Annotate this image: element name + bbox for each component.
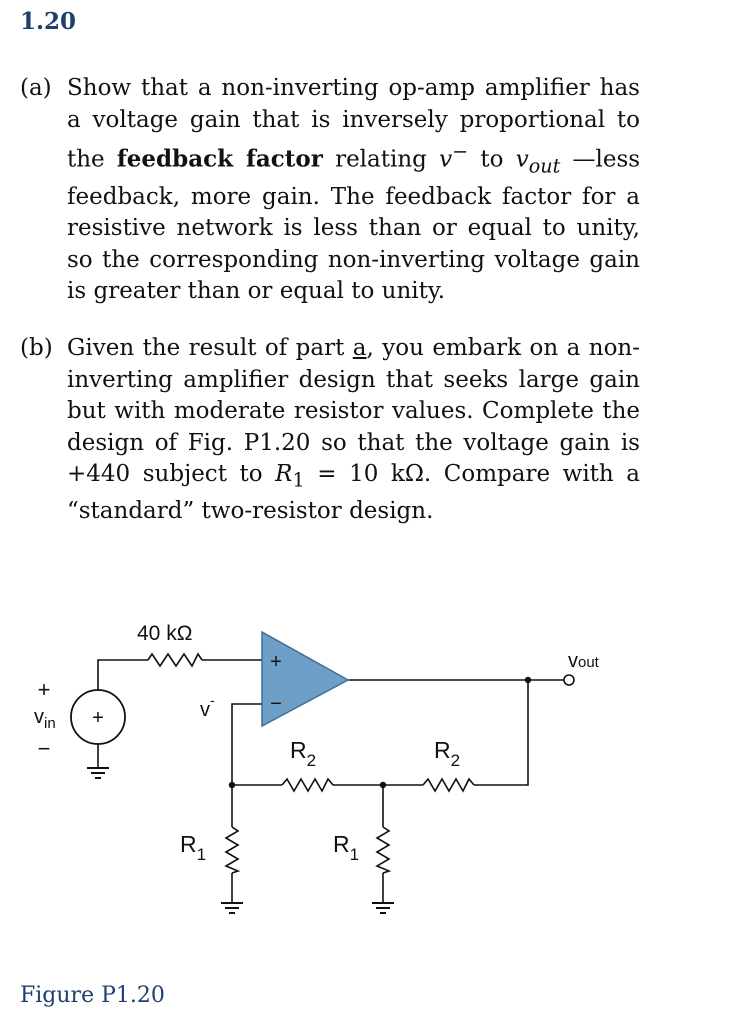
- r2-right-label: $R_2$: [434, 737, 461, 770]
- junction-dot: [380, 782, 386, 788]
- op-amp-plus-input: +: [270, 651, 282, 673]
- resistor-r2-left: [282, 779, 333, 791]
- resistor-40k: [148, 654, 202, 666]
- ground-symbol: [87, 768, 109, 778]
- ground-symbol: [221, 903, 243, 913]
- resistor-r1-right: [377, 827, 389, 873]
- output-terminal: [564, 675, 574, 685]
- vout-label: vout: [568, 650, 599, 672]
- resistor-40k-label: 40 kΩ: [137, 622, 193, 645]
- part-b-label: (b): [20, 335, 53, 361]
- part-a: [20, 73, 640, 308]
- part-b-text: Given the result of part a, you embark on a non-inverting amplifier design that seeks large gain but with moderate resistor values. Complete the design of Fig. P1.20 so that the voltage gain is +440 subject to $R_1 = 10$ kΩ. Compare with a “standard” two-resistor design.: [67, 335, 641, 525]
- part-b: [20, 333, 640, 528]
- r2-left-label: $R_2$: [290, 737, 317, 770]
- figure-caption: Figure P1.20: [20, 983, 165, 1008]
- vin-plus: +: [37, 677, 51, 702]
- junction-dot: [525, 677, 531, 683]
- part-reference: a: [352, 335, 367, 361]
- op-amp-minus-input: −: [270, 693, 282, 715]
- r1-right-label: $R_1$: [333, 831, 360, 864]
- v-minus-label: v-: [200, 692, 215, 721]
- feedback-factor-term: feedback factor: [116, 145, 323, 173]
- resistor-r2-right: [423, 779, 474, 791]
- wire-minus-feedback: [232, 704, 262, 785]
- r1-left-label: $R_1$: [180, 831, 207, 864]
- part-a-label: (a): [20, 75, 52, 101]
- part-a-text: Show that a non-inverting op-amp amplifier has a voltage gain that is inversely proportional to the feedback factor relating v− to $v_{out}$ —less feedback, more gain. The feedback factor for a resistive network is less than or equal to unity, so the corresponding non-inverting voltage gain is greater than or equal to unity.: [67, 75, 641, 305]
- vin-minus: −: [37, 736, 51, 761]
- junction-dot: [229, 782, 235, 788]
- ground-symbol: [372, 903, 394, 913]
- source-polarity: +: [92, 707, 104, 729]
- vin-label: $v_{in}$: [34, 706, 56, 732]
- problem-number: 1.20: [20, 8, 77, 35]
- circuit-diagram: [0, 590, 752, 950]
- resistor-r1-left: [226, 827, 238, 873]
- wire-feedback-output: [474, 680, 528, 785]
- wire-source-to-resistor: [98, 660, 148, 690]
